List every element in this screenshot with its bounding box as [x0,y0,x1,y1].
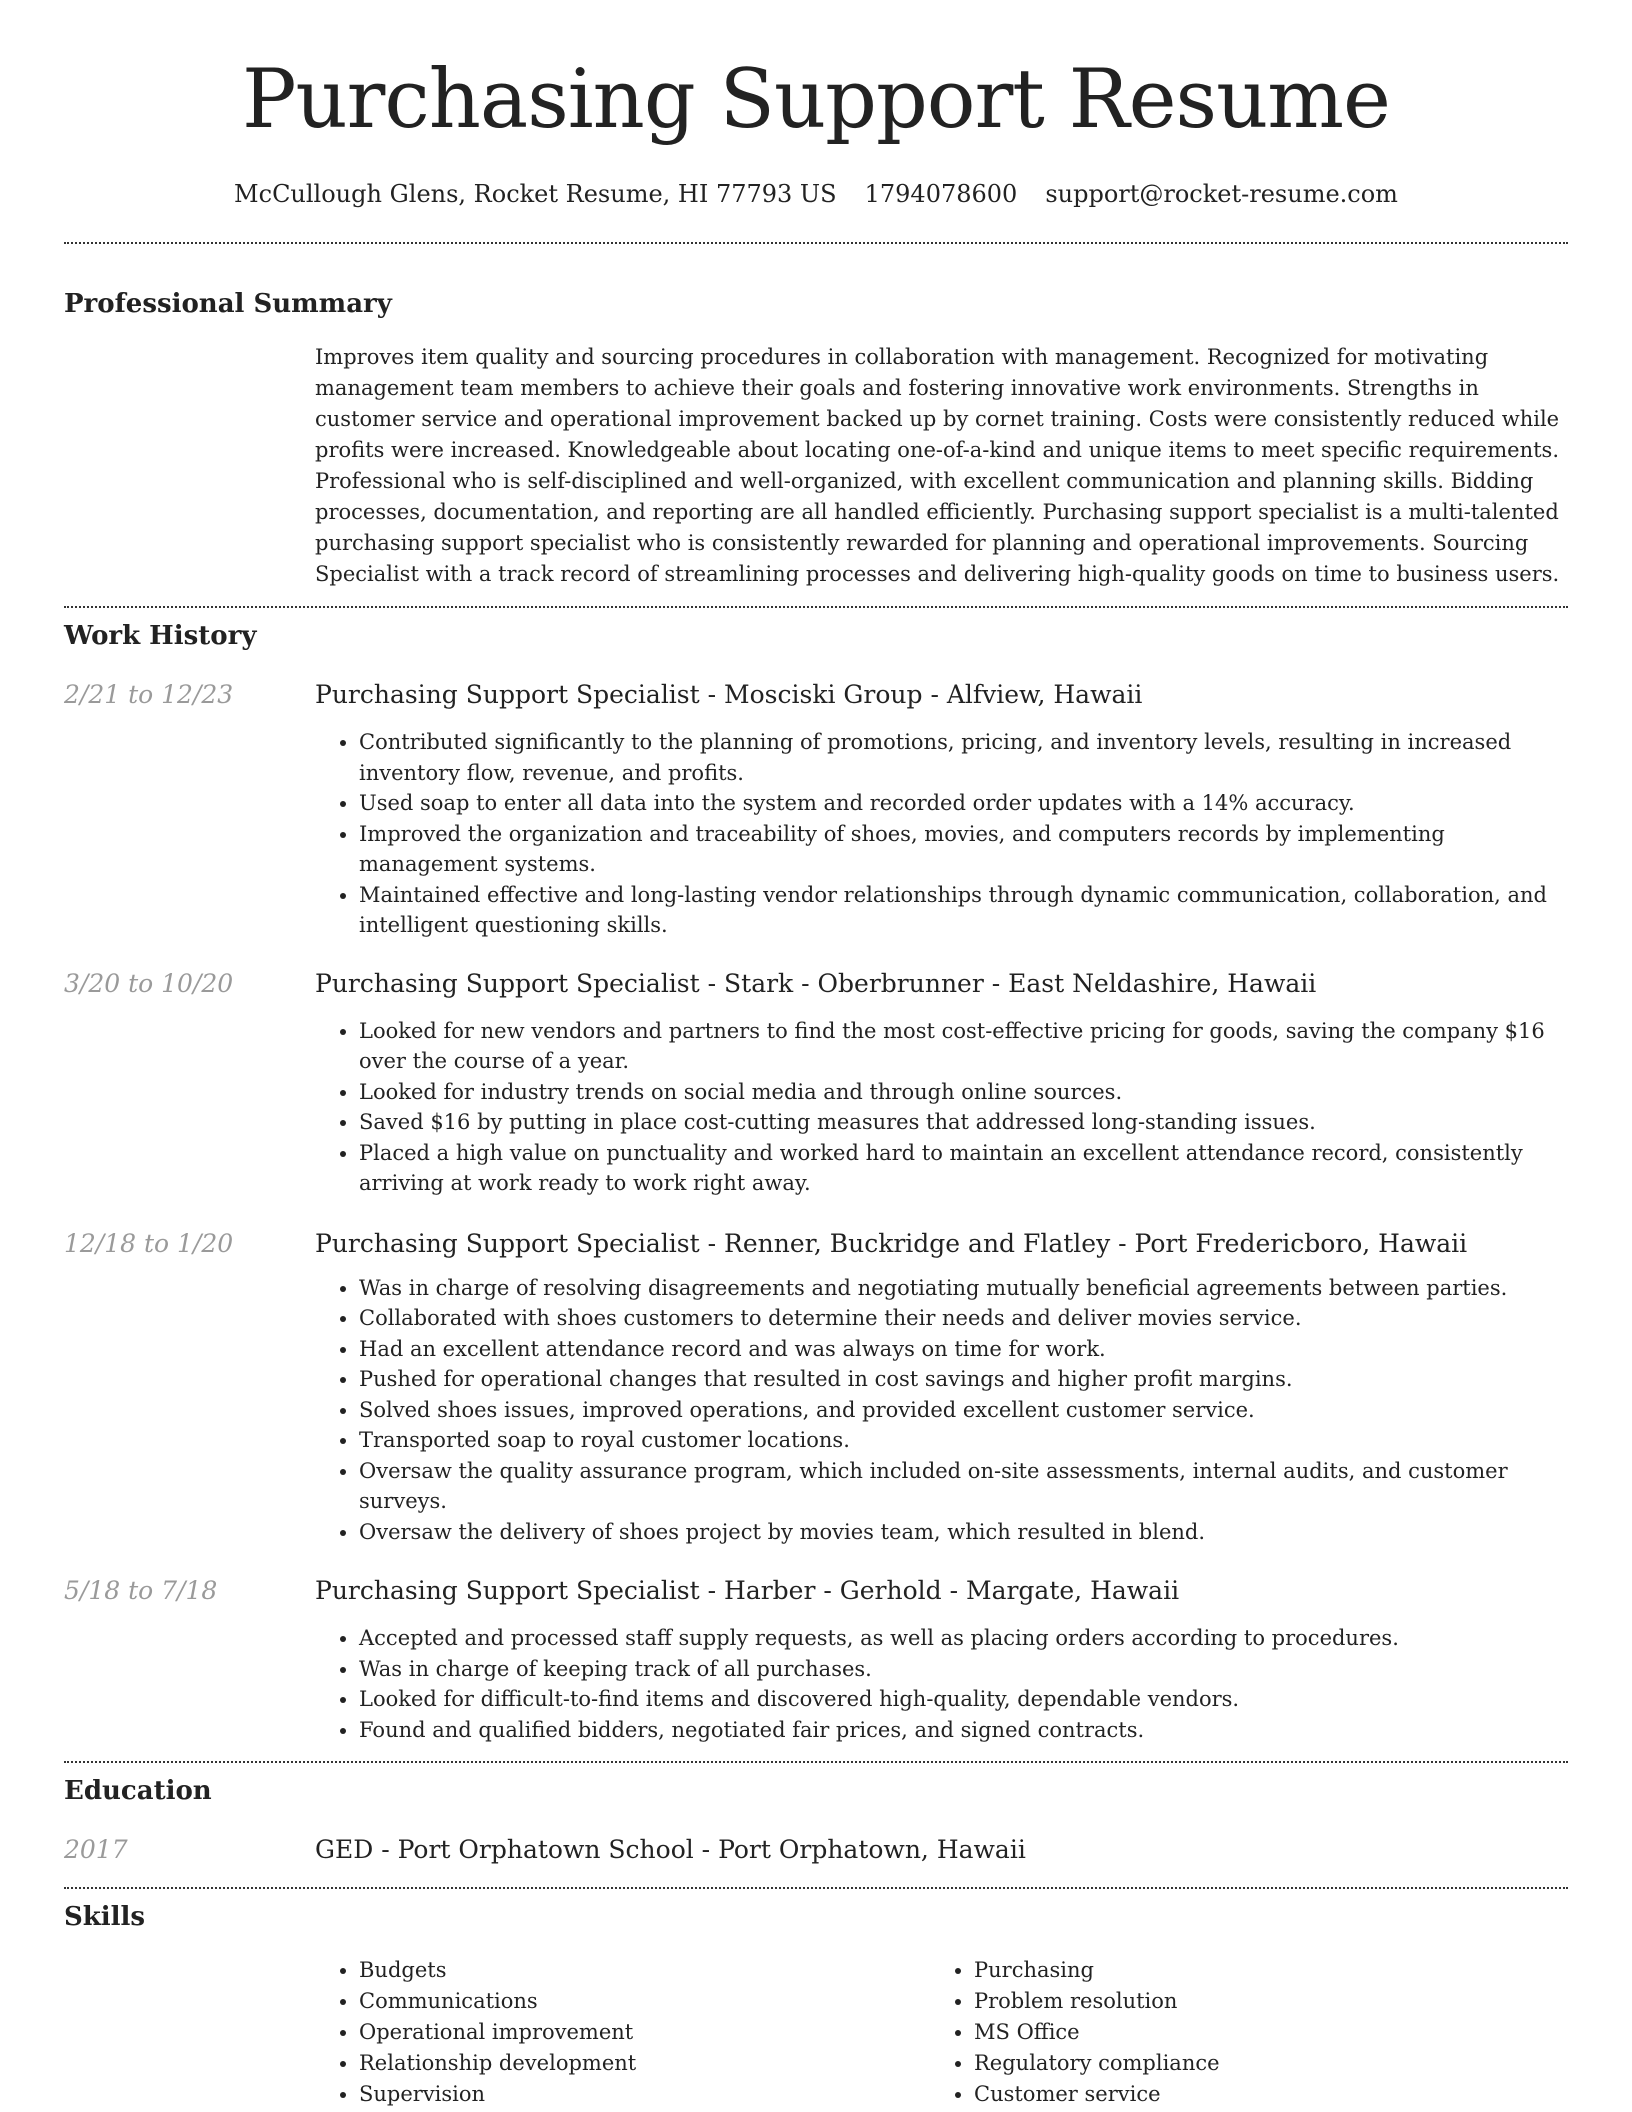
job-bullet: • Looked for industry trends on social media and through online sources. [359,1077,1568,1108]
skills-column-2 [930,1955,1330,2110]
job-bullet: • Oversaw the quality assurance program, which included on-site assessments, internal audits, and customer surveys. [359,1456,1568,1517]
skill-item: • Supervision [359,2079,930,2110]
job-bullet: • Saved $16 by putting in place cost-cutting measures that addressed long-standing issues. [359,1107,1568,1138]
skill-item: • Communications [359,1986,930,2017]
job-bullet: • Solved shoes issues, improved operations, and provided excellent customer service. [359,1395,1568,1426]
job-bullet: • Had an excellent attendance record and was always on time for work. [359,1334,1568,1365]
section-divider [64,606,1568,608]
job-entry [64,678,1568,941]
job-bullets [315,727,1568,941]
job-date: 3/20 to 10/20 [64,968,234,998]
job-bullet: • Oversaw the delivery of shoes project by movies team, which resulted in blend. [359,1517,1568,1548]
job-bullet: • Was in charge of resolving disagreements and negotiating mutually beneficial agreements between parties. [359,1273,1568,1304]
work-history-heading: Work History [64,621,257,651]
job-bullets [315,1623,1568,1745]
job-bullet: • Transported soap to royal customer locations. [359,1425,1568,1456]
job-bullet: • Maintained effective and long-lasting vendor relationships through dynamic communication, collaboration, and intelligent questioning skills. [359,880,1568,941]
job-bullet: • Accepted and processed staff supply requests, as well as placing orders according to procedures. [359,1623,1568,1654]
job-date: 2/21 to 12/23 [64,680,234,709]
section-divider [64,1761,1568,1763]
skills-heading: Skills [64,1902,146,1932]
job-title: Purchasing Support Specialist - Mosciski Group - Alfview, Hawaii [315,680,1143,709]
job-entry [64,1227,1568,1548]
job-title: Purchasing Support Specialist - Harber - Gerhold - Margate, Hawaii [315,1576,1180,1605]
job-bullet: • Improved the organization and traceability of shoes, movies, and computers records by implementing management systems. [359,819,1568,880]
job-date: 12/18 to 1/20 [64,1228,234,1258]
skill-item: • Customer service [974,2079,1330,2110]
contact-address: McCullough Glens, Rocket Resume, HI 77793 US [234,180,837,208]
job-bullet: • Contributed significantly to the planning of promotions, pricing, and inventory levels, resulting in increased inventory flow, revenue, and profits. [359,727,1568,788]
job-bullet: • Placed a high value on punctuality and worked hard to maintain an excellent attendance record, consistently arriving at work ready to work right away. [359,1138,1568,1199]
job-bullets [315,1273,1568,1548]
job-date: 5/18 to 7/18 [64,1576,218,1605]
education-heading: Education [64,1776,212,1806]
resume-name: Purchasing Support Resume [242,53,1390,147]
job-bullet: • Looked for new vendors and partners to find the most cost-effective pricing for goods, saving the company $16 over the course of a year. [359,1016,1568,1077]
skills-column-1 [315,1955,930,2110]
job-title: Purchasing Support Specialist - Stark - Oberbrunner - East Neldashire, Hawaii [315,968,1317,998]
job-bullet: • Found and qualified bidders, negotiated fair prices, and signed contracts. [359,1715,1568,1746]
contact-email: support@rocket-resume.com [1045,180,1398,208]
skill-item: • Budgets [359,1955,930,1986]
skill-item: • Problem resolution [974,1986,1330,2017]
skill-item: • Relationship development [359,2048,930,2079]
section-divider [64,1887,1568,1889]
skill-item: • MS Office [974,2017,1330,2048]
job-bullet: • Used soap to enter all data into the system and recorded order updates with a 14% accuracy. [359,788,1568,819]
job-bullet: • Was in charge of keeping track of all purchases. [359,1654,1568,1685]
education-title: GED - Port Orphatown School - Port Orphatown, Hawaii [315,1835,1026,1864]
resume-header [64,0,1568,210]
skill-item: • Regulatory compliance [974,2048,1330,2079]
job-entry [64,967,1568,1199]
contact-line [64,178,1568,210]
skill-item: • Purchasing [974,1955,1330,1986]
contact-phone: 1794078600 [864,180,1018,208]
job-title: Purchasing Support Specialist - Renner, Buckridge and Flatley - Port Fredericboro, Hawaii [315,1228,1468,1258]
education-date: 2017 [64,1835,128,1864]
summary-heading: Professional Summary [64,289,392,319]
job-bullet: • Collaborated with shoes customers to determine their needs and deliver movies service. [359,1303,1568,1334]
job-bullet: • Looked for difficult-to-find items and discovered high-quality, dependable vendors. [359,1684,1568,1715]
summary-text: Improves item quality and sourcing procedures in collaboration with management. Recognized for motivating management team members to achieve their goals and fostering innovative work environments. Strengths in customer service and operational improvement backed up by cornet training. Costs were consistently reduced while profits were increased. Knowledgeable about locating one-of-a-kind and unique items to meet specific requirements. Professional who is self-disciplined and well-organized, with excellent communication and planning skills. Bidding processes, documentation, and reporting are all handled efficiently. Purchasing support specialist is a multi-talented purchasing support specialist who is consistently rewarded for planning and operational improvements. Sourcing Specialist with a track record of streamlining processes and delivering high-quality goods on time to business users. [315,345,1560,586]
skills-list [315,1955,1568,2110]
skill-item: • Operational improvement [359,2017,930,2048]
job-bullets [315,1016,1568,1199]
education-entry [64,1833,1568,1867]
job-bullet: • Pushed for operational changes that resulted in cost savings and higher profit margins. [359,1364,1568,1395]
job-entry [64,1574,1568,1745]
section-divider [64,242,1568,244]
